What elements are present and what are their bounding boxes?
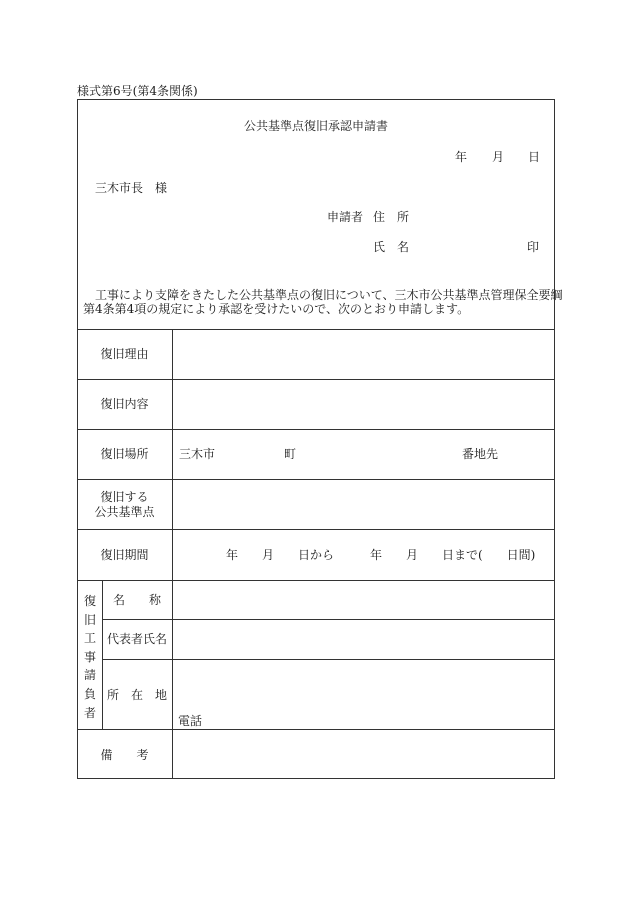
contractor-char: 旧 bbox=[83, 612, 96, 627]
addressee: 三木市長 様 bbox=[95, 181, 168, 195]
period-text: 年 月 日から 年 月 日まで( 日間) bbox=[226, 548, 536, 562]
row-divider bbox=[77, 729, 555, 730]
content-field[interactable] bbox=[178, 384, 550, 424]
contractor-char: 者 bbox=[83, 705, 96, 720]
remarks-field[interactable] bbox=[178, 734, 550, 774]
point-field[interactable] bbox=[178, 484, 550, 524]
point-label-line2: 公共基準点 bbox=[94, 505, 155, 519]
point-label-line1: 復旧する bbox=[100, 490, 149, 504]
row-divider bbox=[102, 619, 555, 620]
contractor-address-label: 所 在 地 bbox=[107, 688, 168, 702]
contractor-char: 工 bbox=[83, 631, 96, 646]
contractor-char: 請 bbox=[83, 668, 96, 683]
row-divider bbox=[102, 659, 555, 660]
contractor-rep-label: 代表者氏名 bbox=[107, 632, 168, 646]
seal-mark: 印 bbox=[527, 240, 540, 254]
applicant-address-label: 住 所 bbox=[373, 210, 410, 224]
date-day-label: 日 bbox=[528, 150, 541, 164]
contractor-char: 負 bbox=[83, 686, 96, 701]
contractor-char: 復 bbox=[83, 594, 96, 608]
date-year-label: 年 bbox=[455, 150, 468, 164]
applicant-label: 申請者 bbox=[327, 210, 364, 224]
location-city: 三木市 bbox=[179, 447, 216, 461]
location-town: 町 bbox=[284, 447, 297, 461]
body-text-line2: 第4条第4項の規定により承認を受けたいので、次のとおり申請します。 bbox=[83, 302, 470, 316]
date-month-label: 月 bbox=[492, 150, 505, 164]
location-label: 復旧場所 bbox=[100, 447, 149, 461]
row-divider bbox=[77, 429, 555, 430]
contractor-group-label bbox=[78, 592, 102, 722]
row-divider bbox=[77, 580, 555, 581]
contractor-address-field[interactable] bbox=[178, 664, 550, 700]
location-lot: 番地先 bbox=[462, 447, 499, 461]
contractor-phone-label: 電話 bbox=[178, 714, 203, 728]
row-divider bbox=[77, 379, 555, 380]
reason-field[interactable] bbox=[178, 334, 550, 374]
period-label: 復旧期間 bbox=[100, 548, 149, 562]
contractor-char: 事 bbox=[83, 649, 96, 664]
body-text-line1: 工事により支障をきたした公共基準点の復旧について、三木市公共基準点管理保全要綱 bbox=[95, 288, 563, 302]
contractor-name-label: 名 称 bbox=[113, 593, 162, 607]
column-divider bbox=[102, 580, 103, 729]
contractor-rep-field[interactable] bbox=[178, 624, 550, 654]
table-top-line bbox=[77, 329, 555, 330]
row-divider bbox=[77, 529, 555, 530]
reason-label: 復旧理由 bbox=[100, 347, 149, 361]
column-divider bbox=[172, 329, 173, 779]
remarks-label: 備 考 bbox=[100, 748, 149, 762]
form-title: 公共基準点復旧承認申請書 bbox=[243, 119, 388, 133]
form-number: 様式第6号(第4条関係) bbox=[77, 84, 198, 98]
content-label: 復旧内容 bbox=[100, 397, 149, 411]
contractor-name-field[interactable] bbox=[178, 585, 550, 615]
applicant-name-label: 氏 名 bbox=[373, 240, 410, 254]
row-divider bbox=[77, 479, 555, 480]
